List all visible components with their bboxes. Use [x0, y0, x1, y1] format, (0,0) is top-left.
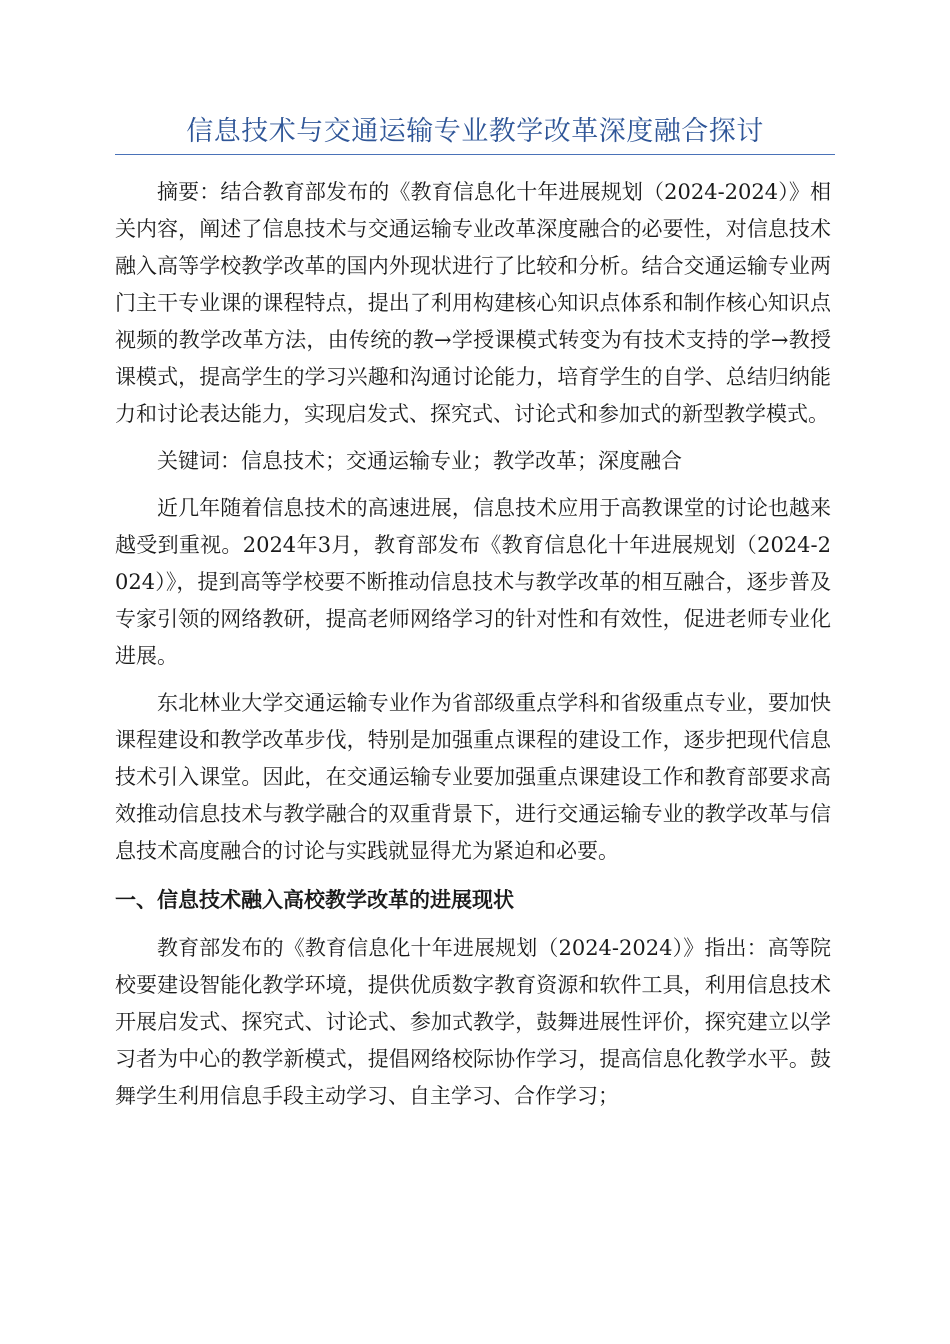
- section-heading-1: 一、信息技术融入高校教学改革的进展现状: [115, 888, 514, 912]
- section-1-paragraph: 教育部发布的《教育信息化十年进展规划（2024-2024）》指出：高等院校要建设智能化教学环境，提供优质数字教育资源和软件工具，利用信息技术开展启发式、探究式、讨论式、参加式教学，鼓舞进展性评价，探究建立以学习者为中心的教学新模式，提倡网络校际协作学习，提高信息化教学水平。鼓舞学生利用信息手段主动学习、自主学习、合作学习；: [115, 936, 831, 1108]
- document-title: 信息技术与交通运输专业教学改革深度融合探讨: [186, 116, 764, 147]
- title-underline: [115, 154, 835, 155]
- intro-paragraph-2: 东北林业大学交通运输专业作为省部级重点学科和省级重点专业，要加快课程建设和教学改革步伐，特别是加强重点课程的建设工作，逐步把现代信息技术引入课堂。因此，在交通运输专业要加强重点课建设工作和教育部要求高效推动信息技术与教学融合的双重背景下，进行交通运输专业的教学改革与信息技术高度融合的讨论与实践就显得尤为紧迫和必要。: [115, 691, 831, 863]
- keywords-paragraph: 关键词：信息技术；交通运输专业；教学改革；深度融合: [157, 449, 682, 473]
- abstract-paragraph: 摘要：结合教育部发布的《教育信息化十年进展规划（2024-2024）》相关内容，阐述了信息技术与交通运输专业改革深度融合的必要性，对信息技术融入高等学校教学改革的国内外现状进行了比较和分析。结合交通运输专业两门主干专业课的课程特点，提出了利用构建核心知识点体系和制作核心知识点视频的教学改革方法，由传统的教→学授课模式转变为有技术支持的学→教授课模式，提高学生的学习兴趣和沟通讨论能力，培育学生的自学、总结归纳能力和讨论表达能力，实现启发式、探究式、讨论式和参加式的新型教学模式。: [115, 180, 831, 426]
- intro-paragraph-1: 近几年随着信息技术的高速进展，信息技术应用于高教课堂的讨论也越来越受到重视。2024年3月，教育部发布《教育信息化十年进展规划（2024-2024）》，提到高等学校要不断推动信息技术与教学改革的相互融合，逐步普及专家引领的网络教研，提高老师网络学习的针对性和有效性，促进老师专业化进展。: [115, 496, 831, 668]
- document-body: [115, 174, 831, 1115]
